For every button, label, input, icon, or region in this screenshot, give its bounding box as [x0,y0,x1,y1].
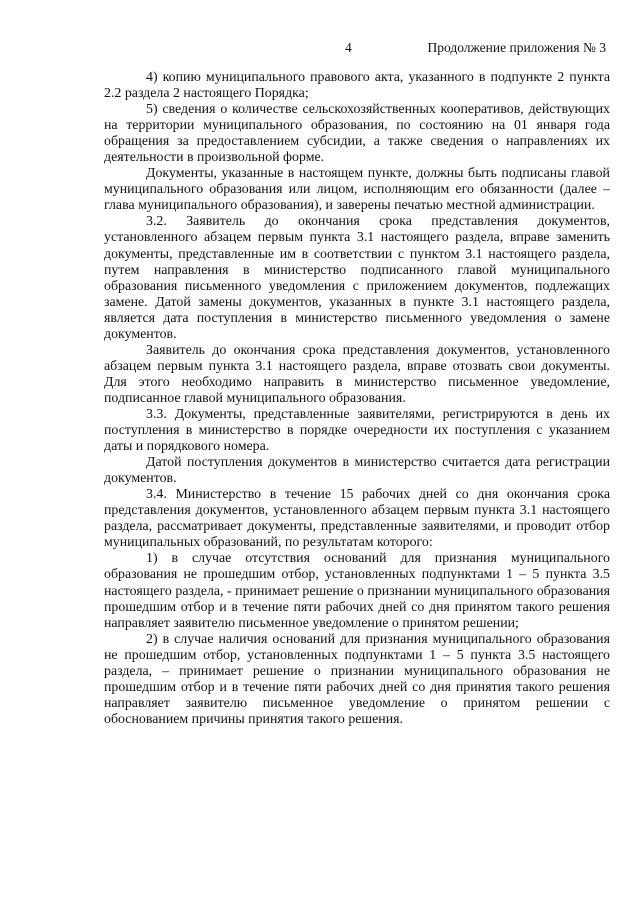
page-header [0,40,640,58]
appendix-continuation-label: Продолжение приложения № 3 [427,40,606,55]
paragraph-3-4-review: 3.4. Министерство в течение 15 рабочих дней со дня окончания срока представления документов, установленного абзацем первым пункта 3.1 настоящего раздела, рассматривает документы, представленные заявителями, и проводит отбор муниципальных образований, по результатам которого: [104,487,610,551]
paragraph-3-2-replace-documents: 3.2. Заявитель до окончания срока представления документов, установленного абзацем первым пункта 3.1 настоящего раздела, вправе заменить документы, представленные им в соответствии с пунктом 3.1 настоящего раздела, путем направления в министерство подписанного главой муниципального образования письменного уведомления с приложением документов, подлежащих замене. Датой замены документов, указанных в пункте 3.1 настоящего раздела, является дата поступления в министерство письменного уведомления о замене документов. [104,214,610,342]
paragraph-withdraw-documents: Заявитель до окончания срока представления документов, установленного абзацем первым пункта 3.1 настоящего раздела, вправе отозвать свои документы. Для этого необходимо направить в министерство письменное уведомление, подписанное главой муниципального образования. [104,342,610,406]
document-body [104,70,610,728]
paragraph-outcome-passed: 1) в случае отсутствия оснований для признания муниципального образования не прошедшим отбор, установленных подпунктами 1 – 5 пункта 3.5 настоящего раздела, - принимает решение о признании муниципального образования прошедшим отбор и в течение пяти рабочих дней со дня принятом такого решения направляет заявителю письменное уведомление о принятом решении; [104,551,610,631]
paragraph-3-3-registration: 3.3. Документы, представленные заявителями, регистрируются в день их поступления в министерство в порядке очередности их поступления с указанием даты и порядкового номера. [104,406,610,455]
paragraph-item-5-cooperatives-info: 5) сведения о количестве сельскохозяйственных кооперативов, действующих на территории муниципального образования, по состоянию на 01 января года обращения за предоставлением субсидии, а также сведения о направлениях их деятельности в произвольной форме. [104,102,610,166]
paragraph-signature-requirements: Документы, указанные в настоящем пункте, должны быть подписаны главой муниципального образования или лицом, исполняющим его обязанности (далее – глава муниципального образования), и заверены печатью местной администрации. [104,166,610,214]
page-number: 4 [345,40,352,55]
paragraph-item-4-copy-act: 4) копию муниципального правового акта, указанного в подпункте 2 пункта 2.2 раздела 2 настоящего Порядка; [104,70,610,102]
paragraph-outcome-not-passed: 2) в случае наличия оснований для признания муниципального образования не прошедшим отбор, установленных подпунктами 1 – 5 пункта 3.5 настоящего раздела, – принимает решение о признании муниципального образования не прошедшим отбор и в течение пяти рабочих дней со дня принятия такого решения направляет заявителю письменное уведомление о принятом решении с обоснованием причины принятия такого решения. [104,631,610,727]
paragraph-receipt-date: Датой поступления документов в министерство считается дата регистрации документов. [104,455,610,487]
